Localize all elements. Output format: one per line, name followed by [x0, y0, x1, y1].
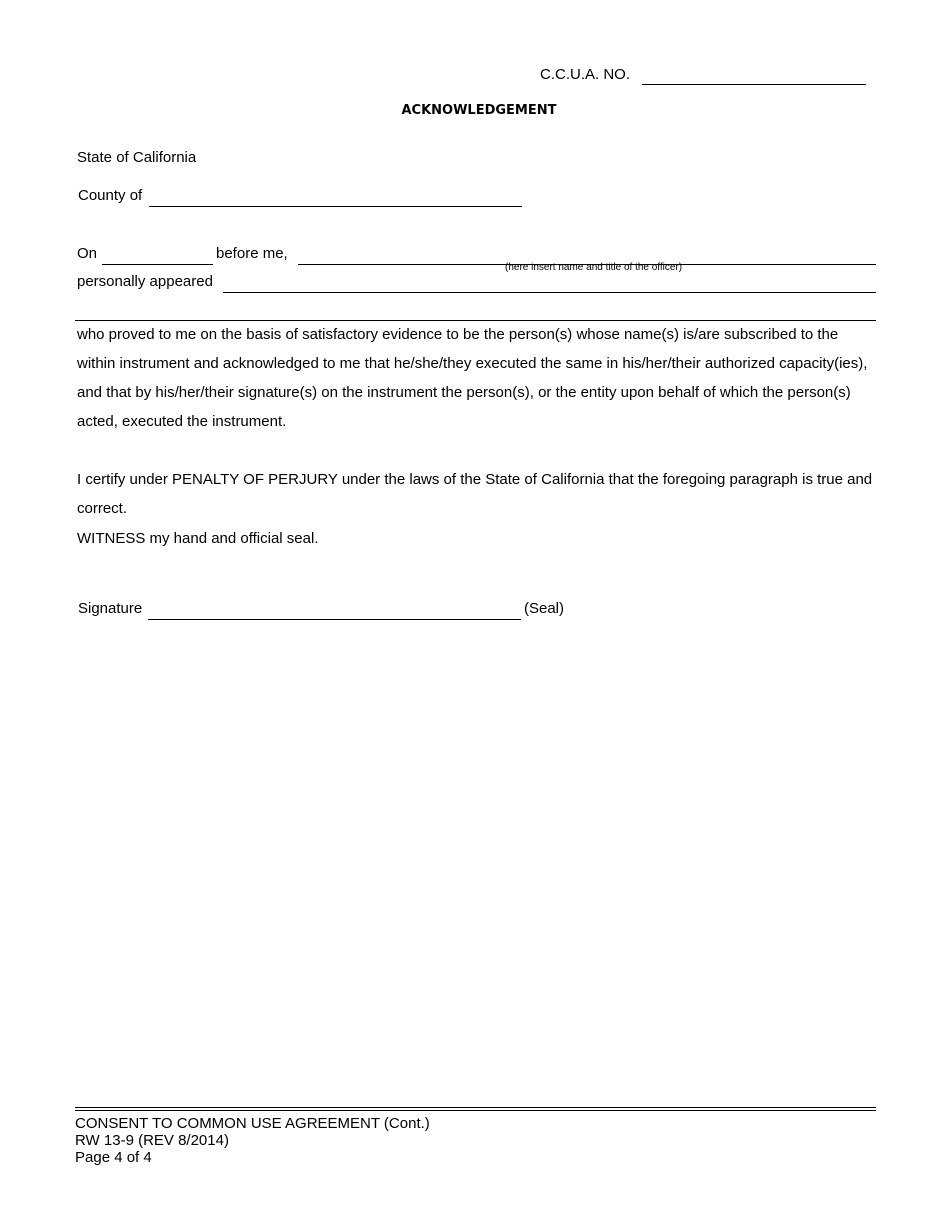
signature-label: Signature: [78, 600, 143, 617]
witness-line: WITNESS my hand and official seal.: [77, 530, 319, 547]
perjury-paragraph: I certify under PENALTY OF PERJURY under the laws of the State of California that the foregoing paragraph is true and correct.: [77, 471, 873, 517]
footer-page-number: Page 4 of 4: [75, 1149, 152, 1166]
personally-appeared-label: personally appeared: [77, 273, 213, 290]
county-label: County of: [78, 187, 143, 204]
seal-label: (Seal): [524, 600, 565, 617]
proof-paragraph: who proved to me on the basis of satisfactory evidence to be the person(s) whose name(s) is/are subscribed to the within instrument and acknowledged to me that he/she/they executed the same in his/her/their authorized capacity(ies), and that by his/her/their signature(s) on the instrument the person(s), or the entity upon behalf of which the person(s) acted, executed the instrument.: [77, 326, 868, 430]
personally-appeared-field-continued[interactable]: [75, 304, 876, 321]
footer-rule-bottom: [75, 1110, 876, 1111]
signature-field[interactable]: [148, 603, 521, 620]
personally-appeared-field[interactable]: [223, 276, 876, 293]
footer-rule-top: [75, 1107, 876, 1108]
footer-form-number: RW 13-9 (REV 8/2014): [75, 1132, 229, 1149]
on-label: On: [77, 245, 98, 262]
page-title: ACKNOWLEDGEMENT: [401, 103, 557, 118]
ccua-number-field[interactable]: [642, 68, 866, 85]
before-me-label: before me,: [216, 245, 288, 262]
officer-caption: (here insert name and title of the officer): [505, 262, 683, 273]
footer-form-title: CONSENT TO COMMON USE AGREEMENT (Cont.): [75, 1115, 430, 1132]
ccua-label: C.C.U.A. NO.: [540, 66, 631, 83]
state-line: State of California: [77, 149, 197, 166]
footer-block: [75, 1115, 430, 1166]
county-field[interactable]: [149, 190, 522, 207]
date-field[interactable]: [102, 248, 213, 265]
